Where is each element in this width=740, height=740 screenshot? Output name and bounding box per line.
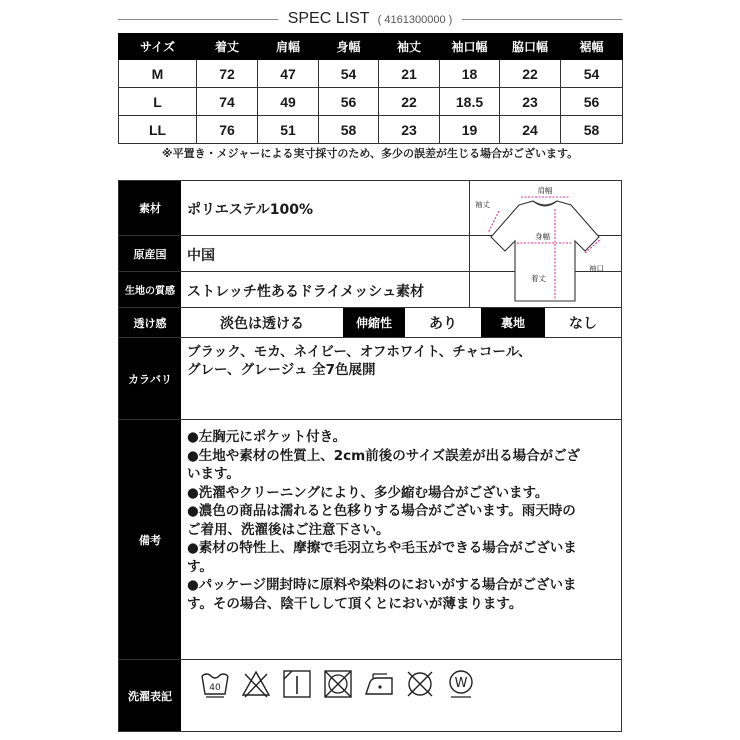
table-cell: 54	[561, 60, 623, 88]
header-cuff-width: 袖口幅	[440, 34, 500, 60]
spec-title-text: SPEC LIST	[287, 10, 370, 27]
size-cell: LL	[119, 116, 197, 144]
colors-line: ブラック、モカ、ネイビー、オフホワイト、チャコール、	[187, 344, 532, 360]
table-row	[119, 116, 623, 144]
size-cell: L	[119, 88, 197, 116]
remark-line: ●素材の特性上、摩擦で毛羽立ちや毛玉ができる場合がございま	[187, 540, 577, 556]
remarks-row	[119, 420, 621, 660]
table-cell: 49	[258, 88, 319, 116]
spec-title	[278, 10, 463, 28]
no-tumble-dry-icon	[322, 668, 354, 700]
colors-line: グレー、グレージュ 全7色展開	[187, 362, 376, 378]
remark-line: ●生地や素材の性質上、2cm前後のサイズ誤差が出る場合がござ	[187, 447, 581, 464]
wet-clean-text: W	[454, 676, 468, 691]
header-size: サイズ	[119, 34, 197, 60]
table-cell: 19	[440, 116, 500, 144]
lining-value: なし	[569, 315, 597, 332]
remarks-list	[187, 428, 619, 613]
table-cell: 47	[258, 60, 319, 88]
table-cell: 23	[500, 88, 561, 116]
care-label: 洗濯表記	[119, 660, 181, 731]
length-label: 着丈	[531, 274, 546, 283]
remark-line: す。	[187, 558, 213, 575]
material-label: 素材	[119, 181, 181, 235]
remark-line: ご着用、洗濯後はご注意下さい。	[187, 521, 390, 538]
table-row	[119, 88, 623, 116]
sheer-label: 透け感	[119, 308, 181, 337]
table-cell: 56	[319, 88, 379, 116]
colors-value	[187, 343, 617, 379]
remark-line: います。	[187, 466, 240, 482]
garment-diagram	[471, 185, 619, 305]
stretch-value: あり	[429, 315, 457, 332]
remark-line: ●洗濯やクリーニングにより、多少縮む場合がございます。	[187, 484, 549, 501]
header-rule-left	[118, 19, 278, 20]
size-cell: M	[119, 60, 197, 88]
header-rule-right	[462, 19, 622, 20]
product-code: ( 4161300000 )	[377, 14, 453, 26]
table-cell: 51	[258, 116, 319, 144]
table-cell: 22	[379, 88, 440, 116]
table-cell: 56	[561, 88, 623, 116]
size-table	[118, 33, 623, 144]
shoulder-label: 肩幅	[537, 186, 553, 195]
table-cell: 18	[440, 60, 500, 88]
properties-row	[119, 308, 621, 338]
table-cell: 22	[500, 60, 561, 88]
table-cell: 54	[319, 60, 379, 88]
table-cell: 24	[500, 116, 561, 144]
wet-clean-icon	[445, 668, 477, 700]
no-dry-clean-icon	[404, 668, 436, 700]
header-hem-width: 裾幅	[561, 34, 623, 60]
size-table-header	[119, 34, 623, 60]
care-symbols	[199, 668, 477, 700]
origin-value: 中国	[187, 248, 215, 264]
colors-row	[119, 338, 621, 420]
header-armhole-width: 脇口幅	[500, 34, 561, 60]
size-note: ※平置き・メジャーによる実寸採寸のため、多少の誤差が生じる場合がございます。	[161, 147, 579, 160]
material-value: ポリエステル100%	[187, 202, 313, 218]
care-row	[119, 660, 621, 731]
diagram-divider	[469, 181, 470, 308]
table-cell: 21	[379, 60, 440, 88]
remark-line: ●左胸元にポケット付き。	[187, 429, 347, 445]
table-row	[119, 60, 623, 88]
remarks-label: 備考	[119, 420, 181, 659]
remark-line: す。その場合、陰干しして頂くとにおいが薄まります。	[187, 595, 523, 612]
spec-header	[118, 6, 622, 32]
no-bleach-icon	[240, 668, 272, 700]
body-width-label: 身幅	[535, 232, 550, 241]
table-cell: 58	[561, 116, 623, 144]
stretch-label: 伸縮性	[343, 308, 405, 337]
texture-value: ストレッチ性あるドライメッシュ素材	[187, 284, 425, 300]
header-body-width: 身幅	[319, 34, 379, 60]
texture-label: 生地の質感	[119, 272, 181, 307]
tshirt-outline	[491, 201, 599, 301]
wash-temp-text: 40	[209, 683, 221, 693]
colors-label: カラバリ	[119, 338, 181, 419]
header-length: 着丈	[197, 34, 258, 60]
table-cell: 18.5	[440, 88, 500, 116]
sheer-value: 淡色は透ける	[220, 315, 304, 332]
iron-low-icon	[363, 668, 395, 700]
lining-label: 裏地	[481, 308, 545, 337]
line-dry-shade-icon	[281, 668, 313, 700]
table-cell: 72	[197, 60, 258, 88]
detail-table	[118, 180, 622, 732]
origin-label: 原産国	[119, 236, 181, 271]
wash-40-icon	[199, 668, 231, 700]
cuff-label: 袖口	[589, 264, 604, 273]
header-sleeve-length: 袖丈	[379, 34, 440, 60]
sleeve-length-label: 袖丈	[475, 200, 490, 209]
remark-line: ●濃色の商品は濡れると色移りする場合がございます。雨天時の	[187, 503, 576, 519]
table-cell: 23	[379, 116, 440, 144]
table-cell: 58	[319, 116, 379, 144]
header-shoulder: 肩幅	[258, 34, 319, 60]
remark-line: ●パッケージ開封時に原料や染料のにおいがする場合がございま	[187, 577, 577, 593]
table-cell: 76	[197, 116, 258, 144]
table-cell: 74	[197, 88, 258, 116]
